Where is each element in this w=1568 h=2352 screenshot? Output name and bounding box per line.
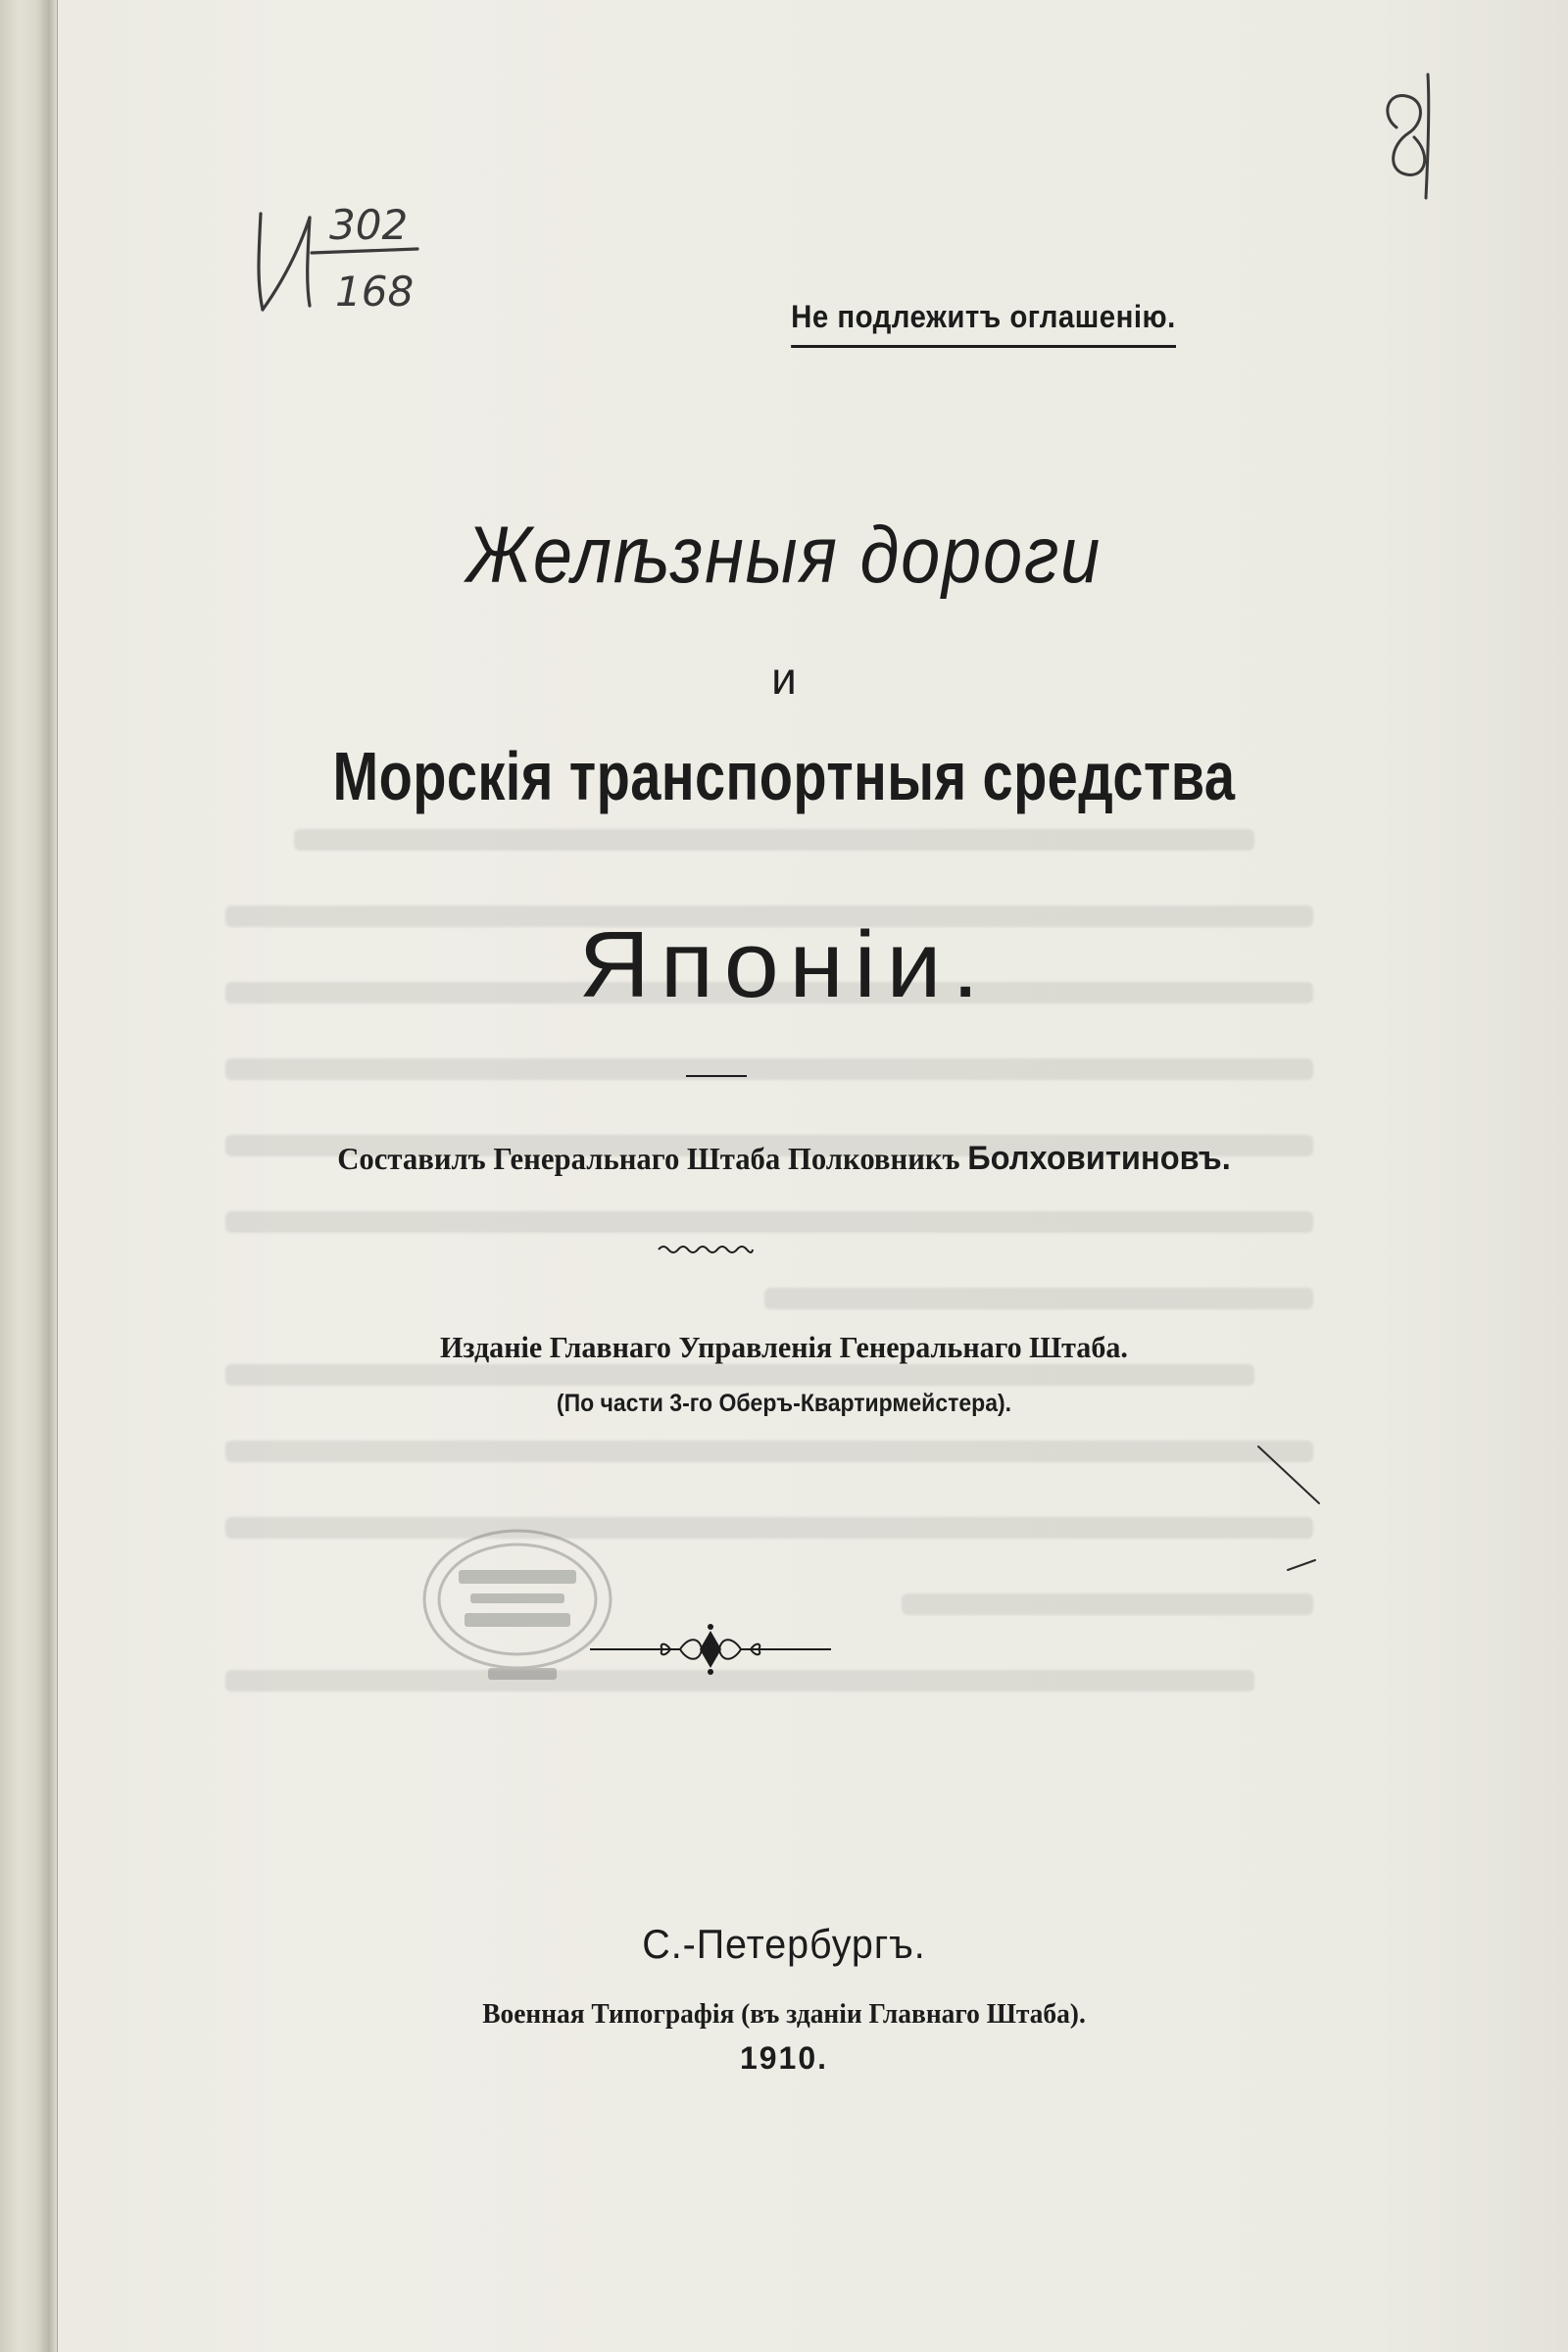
imprint-city: С.-Петербургъ.	[642, 1921, 926, 1967]
title-conjunction: и	[771, 653, 797, 704]
title-line-3: Японіи.	[578, 912, 990, 1017]
pencil-margin-mark	[1254, 1441, 1333, 1588]
author-name: Болховитиновъ.	[967, 1140, 1231, 1177]
title-line-2: Морскія транспортныя средства	[332, 738, 1236, 814]
imprint-press: Военная Типографія (въ зданіи Главнаго Штаба).	[482, 1999, 1086, 2030]
author-line	[31, 1140, 1537, 1178]
title-line-1: Желѣзныя дороги	[466, 511, 1102, 600]
shelfmark-number-bottom: 168	[335, 268, 415, 316]
publisher-line-1: Изданіе Главнаго Управленія Генеральнаго Штаба.	[440, 1330, 1128, 1364]
handwritten-folio-number	[1377, 69, 1446, 206]
divider-rule	[686, 1075, 747, 1077]
restriction-notice: Не подлежитъ оглашенію.	[791, 299, 1176, 348]
wavy-divider	[657, 1242, 755, 1255]
shelfmark-number-top: 302	[329, 201, 409, 249]
handwritten-shelfmark	[253, 184, 429, 331]
imprint-year: 1910.	[739, 2040, 829, 2076]
author-prefix: Составилъ Генеральнаго Штаба Полковникъ	[337, 1141, 960, 1176]
publisher-line-2: (По части 3-го Оберъ-Квартирмейстера).	[556, 1390, 1012, 1417]
decorative-ornament	[590, 1623, 831, 1676]
